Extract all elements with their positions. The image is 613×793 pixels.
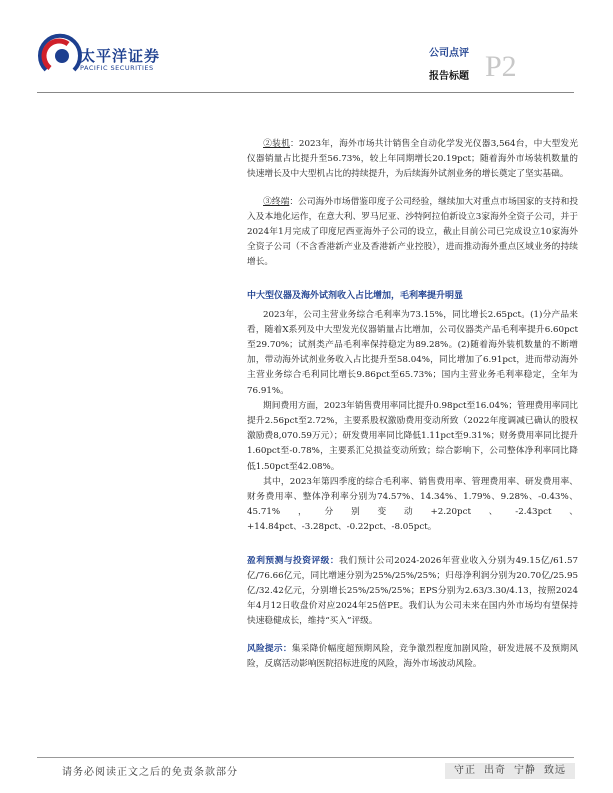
footer-divider bbox=[37, 757, 574, 758]
report-type: 公司点评 bbox=[429, 48, 469, 59]
risk-text: 集采降价幅度超预期风险，竞争激烈程度加剧风险，研发进展不及预期风险，反腐活动影响医院招标进度的风险，海外市场波动风险。 bbox=[247, 643, 578, 669]
para-expenses: 期间费用方面，2023年销售费用率同比提升0.98pct至16.04%；管理费用率同比提升2.56pct至2.72%，主要系股权激励费用变动所致（2022年度调减已确认的股权激励费8,070.59万元）；研发费用率同比降低1.11pct至9.31%；财务费用率同比提升1.60pct至-0.78%，主要系汇兑损益变动所致；综合影响下，公司整体净利率同比降低1.50pct至42.08%。 bbox=[247, 400, 578, 472]
logo-company-name-en: PACIFIC SECURITIES bbox=[80, 64, 154, 72]
risk-lead: 风险提示： bbox=[247, 643, 292, 654]
para-gross-margin: 2023年，公司主营业务综合毛利率为73.15%，同比增长2.65pct。(1)分产品来看，随着X系列及中大型发光仪器销量占比增加，公司仪器类产品毛利率提升6.60pct至29.70%；试剂类产品毛利率保持稳定为89.28%。(2)随着海外装机数量的不断增加，带动海外试剂业务收入占比提升至58.04%，同比增加了6.91pct，进而带动海外主营业务综合毛利同比增长9.86pct至65.73%；国内主营业务毛利率稳定，全年为76.91%。 bbox=[247, 309, 578, 396]
report-title: 报告标题 bbox=[429, 71, 469, 82]
page-number: P2 bbox=[485, 50, 517, 83]
para-q4: 其中，2023年第四季度的综合毛利率、销售费用率、管理费用率、研发费用率、财务费用率、整体净利率分别为74.57%、14.34%、1.79%、9.28%、-0.43%、45.71%，分别变动+2.20pct、-2.43pct、+14.84pct、-3.28pct、-0.22pct、-8.05pct。 bbox=[247, 476, 578, 533]
footer-disclaimer: 请务必阅读正文之后的免责条款部分 bbox=[62, 767, 238, 778]
logo-company-name: 太平洋证券 bbox=[80, 47, 161, 65]
para-label: ③终端 bbox=[263, 196, 290, 207]
forecast-text: 我们预计公司2024-2026年营业收入分别为49.15亿/61.57亿/76.66亿元，同比增速分别为25%/25%/25%；归母净利润分别为20.70亿/25.95亿/32.42亿元，分别增长25%/25%/25%；EPS分别为2.63/3.30/4.13，按照2024年4月12日收盘价对应2024年25倍PE。我们认为公司未来在国内外市场均有望保持快速稳健成长，维持“买入”评级。 bbox=[247, 555, 579, 627]
para-installation bbox=[247, 137, 578, 183]
para-text: ：2023年，海外市场共计销售全自动化学发光仪器3,564台，中大型发光仪器销量占比提升至56.73%，较上年同期增长20.19pct；随着海外市场装机数量的快速增长及中大型机占比的持续提升，为后续海外试剂业务的增长奠定了坚实基础。 bbox=[247, 139, 579, 180]
forecast-lead: 盈利预测与投资评级： bbox=[247, 555, 340, 566]
para-terminal bbox=[247, 195, 578, 271]
section-heading: 中大型仪器及海外试剂收入占比增加，毛利率提升明显 bbox=[247, 290, 464, 301]
para-text: ：公司海外市场借鉴印度子公司经验，继续加大对重点市场国家的支持和投入及本地化运作，在意大利、罗马尼亚、沙特阿拉伯新设立3家海外全资子公司，并于2024年1月完成了印度尼西亚海外子公司的设立，截止目前公司已完成设立10家海外全资子公司（不含香港新产业及香港新产业控股），进而推动海外重点区域业务的持续增长。 bbox=[247, 196, 578, 268]
para-label: ②装机 bbox=[263, 139, 290, 149]
para-forecast bbox=[247, 554, 578, 630]
para-risk bbox=[247, 642, 578, 672]
header-divider bbox=[37, 92, 574, 93]
report-body bbox=[247, 137, 578, 684]
footer-slogan: 守正 出奇 宁静 致远 bbox=[445, 763, 575, 779]
